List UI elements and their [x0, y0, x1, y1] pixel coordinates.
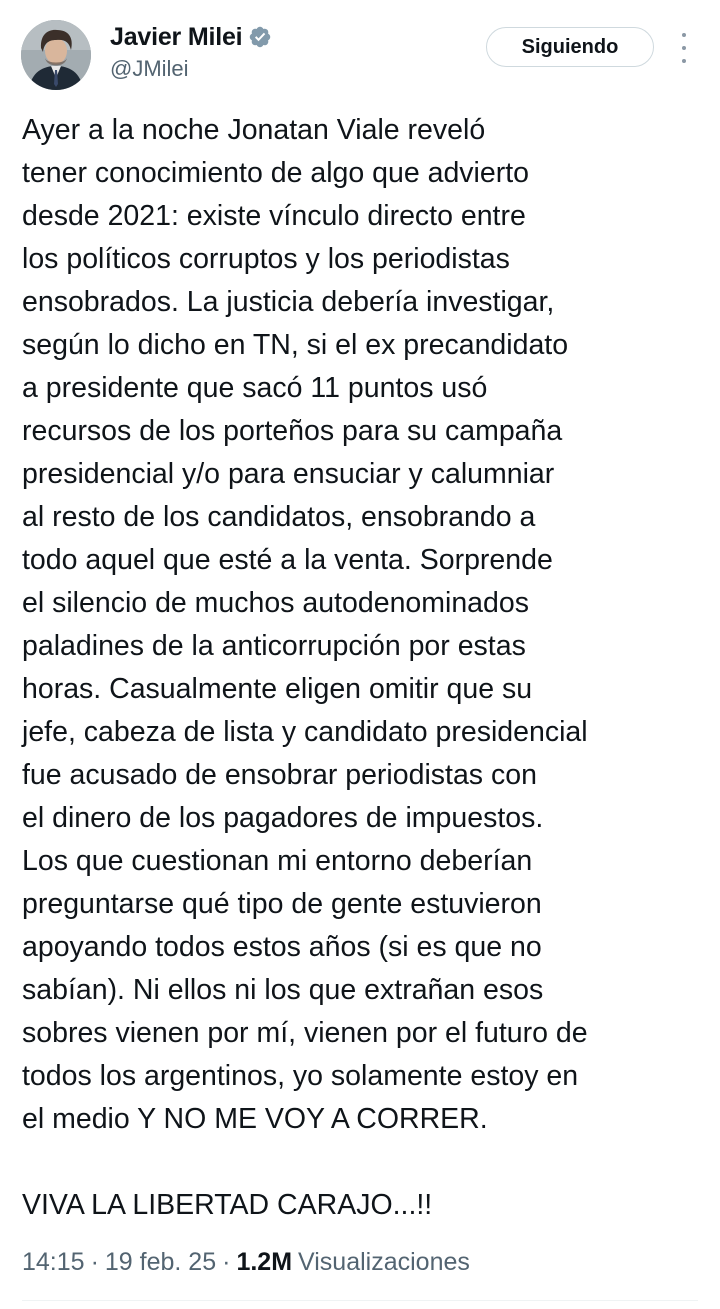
tweet-line: el medio Y NO ME VOY A CORRER. [22, 1103, 488, 1135]
meta-separator: · [90, 1248, 99, 1276]
tweet-time[interactable]: 14:15 [22, 1248, 85, 1276]
tweet-line: fue acusado de ensobrar periodistas con [22, 759, 537, 791]
tweet-line: a presidente que sacó 11 puntos usó [22, 372, 488, 404]
tweet-line: apoyando todos estos años (si es que no [22, 931, 542, 963]
tweet-closing-line: VIVA LA LIBERTAD CARAJO...!! [22, 1189, 433, 1221]
tweet-line: paladines de la anticorrupción por estas [22, 630, 526, 662]
profile-photo [21, 20, 91, 90]
tweet-line: Ayer a la noche Jonatan Viale reveló [22, 114, 486, 146]
verified-badge-icon [248, 25, 272, 49]
tweet-meta [22, 1248, 470, 1277]
more-dot [682, 46, 686, 50]
tweet-line: ensobrados. La justicia debería investigar, [22, 286, 555, 318]
tweet-line: todos los argentinos, yo solamente estoy en [22, 1060, 579, 1092]
tweet-line: Los que cuestionan mi entorno deberían [22, 845, 533, 877]
tweet-header [0, 0, 720, 100]
tweet-line: horas. Casualmente eligen omitir que su [22, 673, 533, 705]
tweet-line: presidencial y/o para ensuciar y calumniar [22, 458, 555, 490]
tweet-date[interactable]: 19 feb. 25 [104, 1248, 217, 1276]
tweet-line: sobres vienen por mí, vienen por el futuro de [22, 1017, 588, 1049]
author-name-row [110, 22, 272, 52]
meta-separator: · [222, 1248, 231, 1276]
tweet-line: jefe, cabeza de lista y candidato presidencial [22, 716, 588, 748]
views-count[interactable]: 1.2M [236, 1248, 293, 1276]
following-button[interactable]: Siguiendo [486, 27, 654, 67]
more-dot [682, 33, 686, 37]
tweet-line: sabían). Ni ellos ni los que extrañan esos [22, 974, 544, 1006]
tweet-line: según lo dicho en TN, si el ex precandidato [22, 329, 569, 361]
author-display-name[interactable]: Javier Milei [110, 22, 243, 51]
tweet-line: tener conocimiento de algo que advierto [22, 157, 530, 189]
tweet-line: desde 2021: existe vínculo directo entre [22, 200, 526, 232]
tweet-line: el silencio de muchos autodenominados [22, 587, 529, 619]
tweet-blank-line [22, 1141, 706, 1184]
more-vertical-icon[interactable] [672, 33, 696, 63]
more-dot [682, 59, 686, 63]
author-handle[interactable]: @JMilei [110, 56, 189, 81]
tweet-text [22, 109, 706, 1227]
tweet-line: todo aquel que esté a la venta. Sorprende [22, 544, 553, 576]
tweet-line: recursos de los porteños para su campaña [22, 415, 563, 447]
tweet-line: al resto de los candidatos, ensobrando a [22, 501, 536, 533]
tweet-line: preguntarse qué tipo de gente estuvieron [22, 888, 542, 920]
avatar[interactable] [21, 20, 91, 90]
divider [22, 1300, 698, 1301]
tweet-line: los políticos corruptos y los periodistas [22, 243, 510, 275]
tweet-line: el dinero de los pagadores de impuestos. [22, 802, 544, 834]
views-label[interactable]: Visualizaciones [298, 1248, 470, 1276]
